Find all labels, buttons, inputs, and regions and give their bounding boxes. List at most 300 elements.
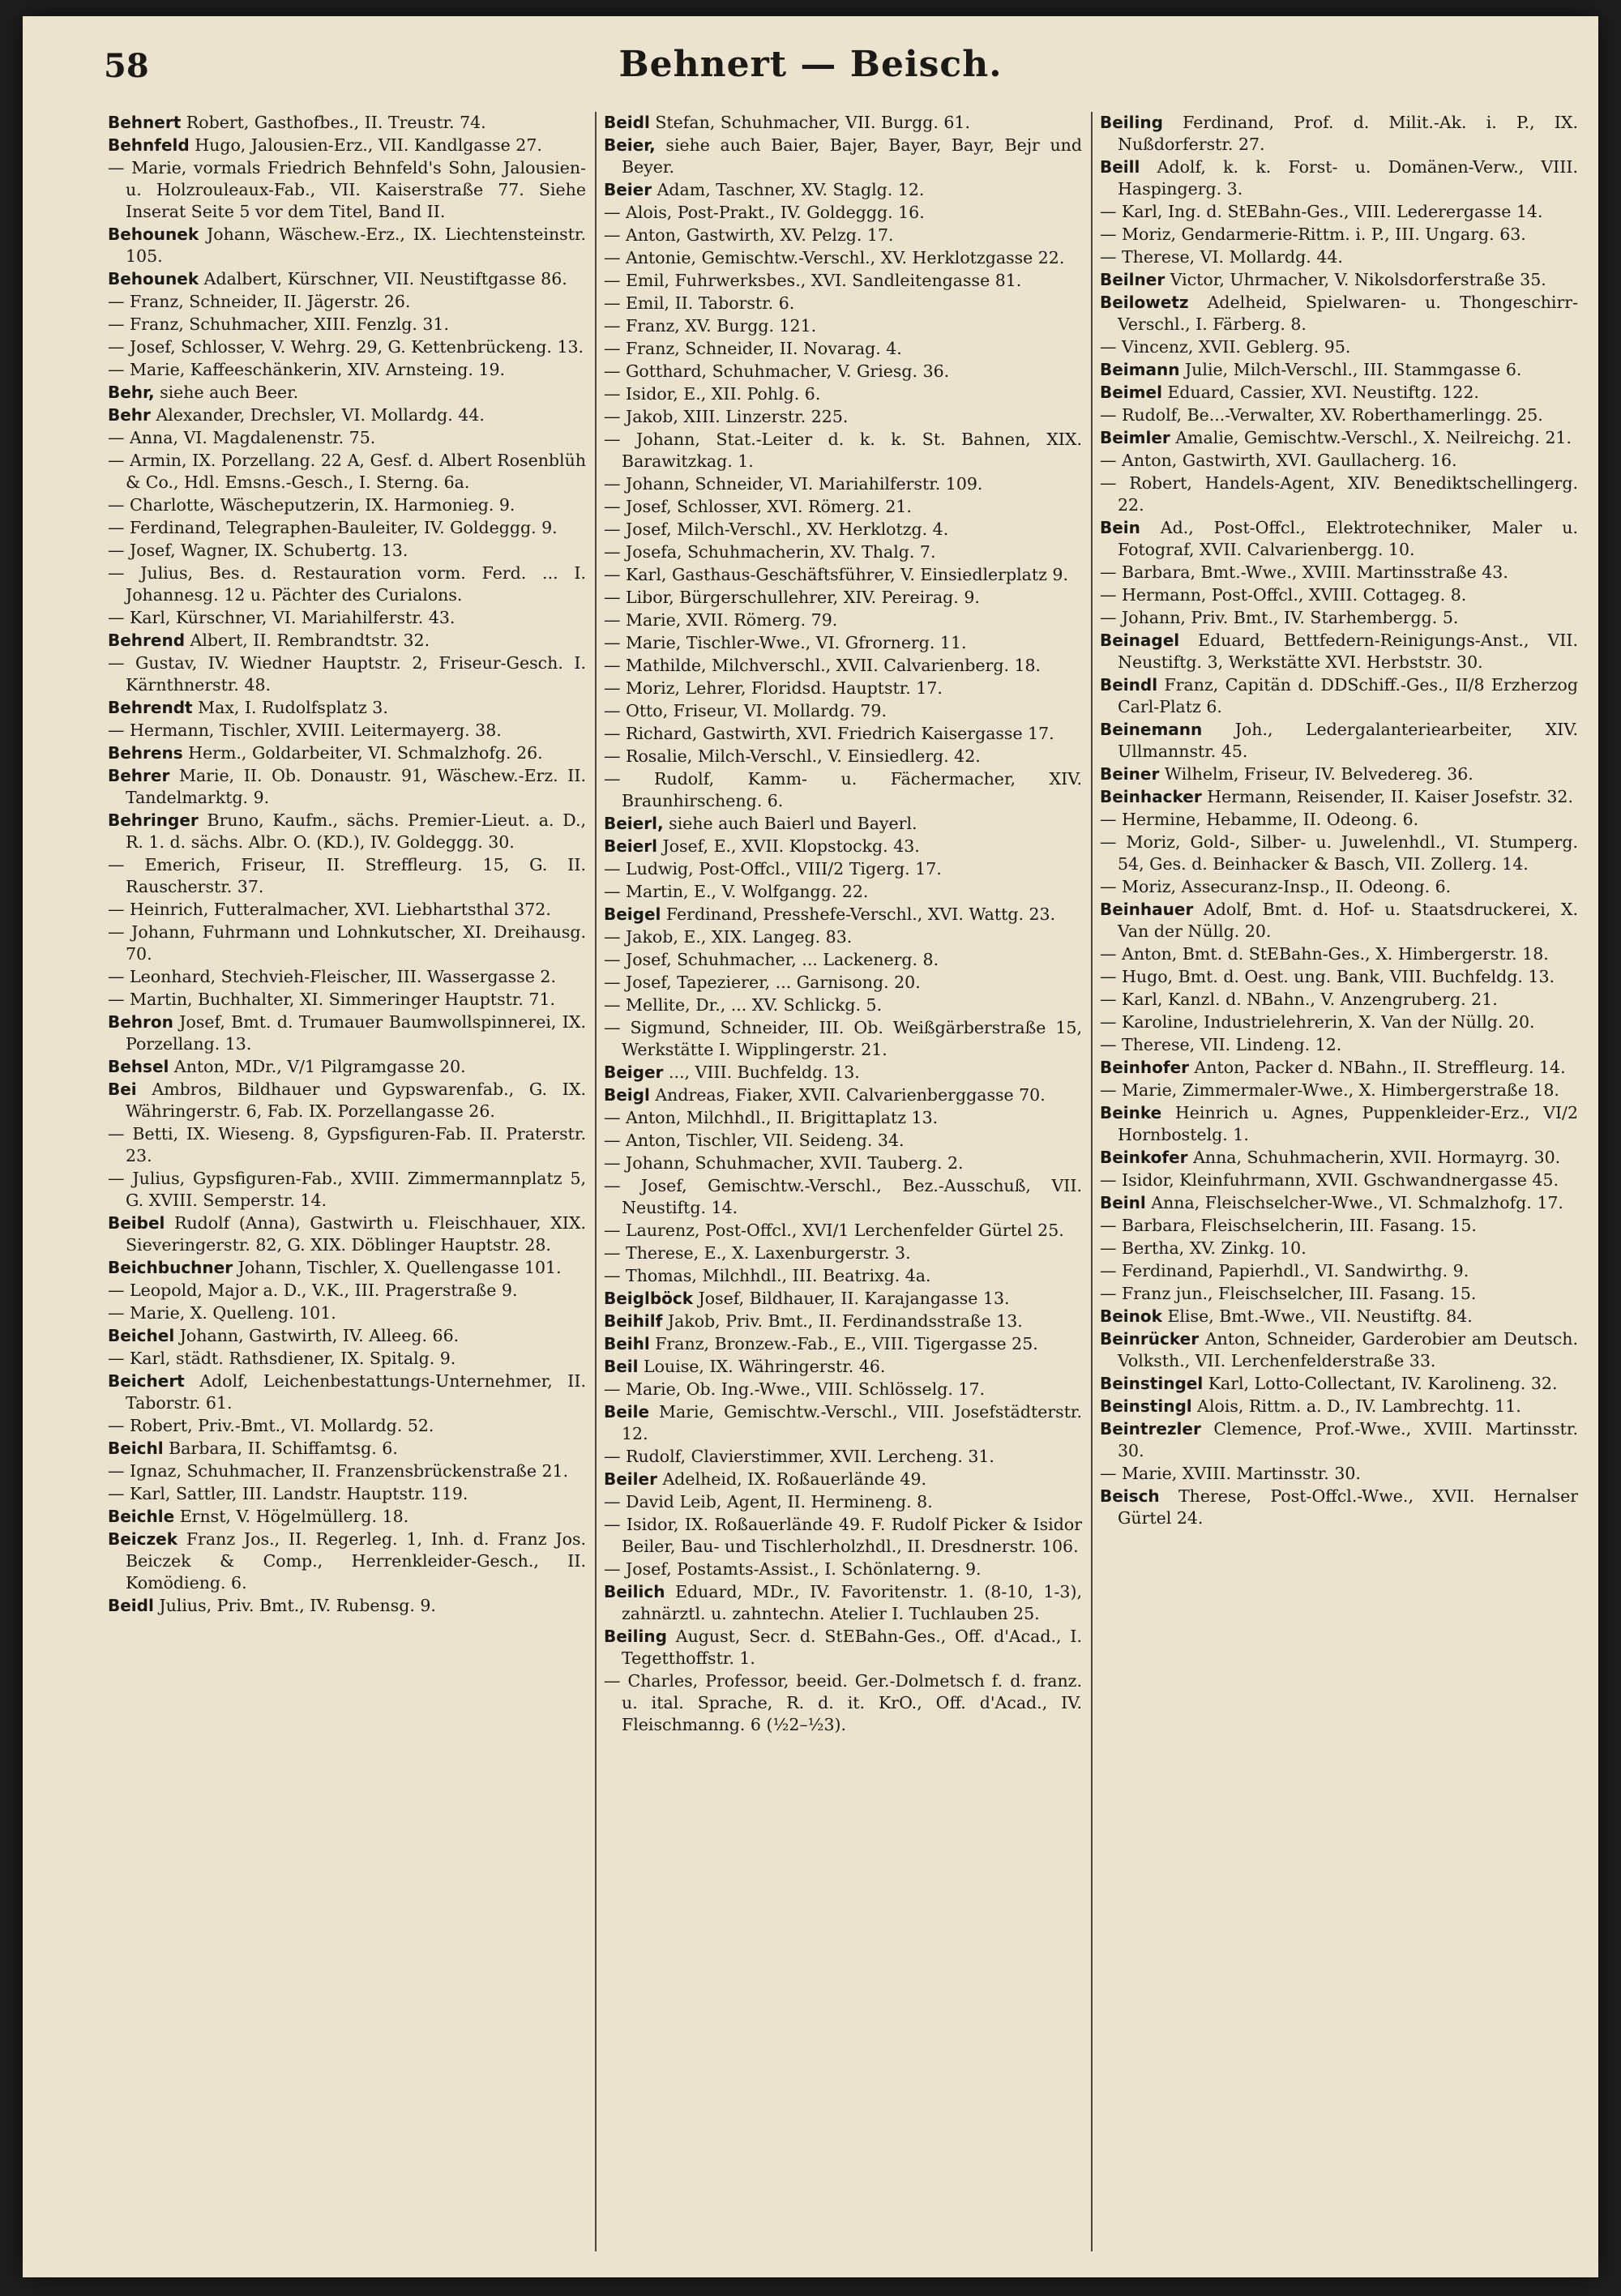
entry-details: Rudolf (Anna), Gastwirth u. Fleischhauer, XIX. Sieveringerstr. 82, G. XIX. Döblinger Hauptstr. 28.	[126, 1213, 586, 1255]
column-3	[1100, 112, 1578, 2260]
entry-details: siehe auch Baierl und Bayerl.	[663, 814, 917, 833]
entry-details: Andreas, Fiaker, XVII. Calvarienberggasse 70.	[649, 1085, 1046, 1105]
entry-surname: Beimann	[1100, 360, 1180, 379]
entry-details: Karl, Lotto-Collectant, IV. Karolineng. 32.	[1203, 1374, 1558, 1393]
directory-entry	[108, 268, 586, 290]
directory-entry	[1100, 989, 1578, 1011]
entry-surname: Beiling	[604, 1627, 667, 1646]
directory-entry	[604, 994, 1082, 1016]
entry-details: — Leopold, Major a. D., V.K., III. Pragerstraße 9.	[108, 1281, 518, 1300]
directory-entry	[1100, 359, 1578, 381]
directory-entry	[108, 291, 586, 313]
entry-details: — Libor, Bürgerschullehrer, XIV. Pereirag. 9.	[604, 588, 980, 607]
entry-surname: Beinke	[1100, 1103, 1162, 1122]
entry-surname: Beier	[604, 180, 652, 199]
directory-entry	[1100, 719, 1578, 763]
entry-details: Ferdinand, Prof. d. Milit.-Ak. i. P., IX. Nußdorferstr. 27.	[1118, 113, 1578, 154]
directory-entry	[1100, 786, 1578, 808]
entry-details: — Gustav, IV. Wiedner Hauptstr. 2, Friseur-Gesch. I. Kärnthnerstr. 48.	[108, 653, 586, 695]
entry-details: — Rudolf, Clavierstimmer, XVII. Lercheng. 31.	[604, 1447, 994, 1466]
directory-entry	[604, 655, 1082, 677]
entry-details: — Betti, IX. Wieseng. 8, Gypsfiguren-Fab. II. Praterstr. 23.	[108, 1124, 586, 1165]
directory-entry	[1100, 156, 1578, 200]
directory-entry	[108, 1595, 586, 1617]
entry-surname: Beilner	[1100, 270, 1165, 289]
entry-details: — Josef, Schuhmacher, ... Lackenerg. 8.	[604, 950, 939, 969]
directory-entry	[604, 1242, 1082, 1264]
entry-surname: Behr	[108, 405, 151, 425]
directory-entry	[604, 1175, 1082, 1219]
entry-surname: Beichl	[108, 1439, 164, 1458]
directory-entry	[108, 359, 586, 381]
entry-details: — Franz jun., Fleischselcher, III. Fasang. 15.	[1100, 1284, 1477, 1303]
directory-entry	[1100, 404, 1578, 426]
directory-entry	[1100, 809, 1578, 831]
directory-entry	[108, 630, 586, 652]
entry-details: — Martin, E., V. Wolfgangg. 22.	[604, 882, 869, 901]
directory-entry	[604, 1491, 1082, 1513]
entry-details: Josef, Bmt. d. Trumauer Baumwollspinnerei, IX. Porzellang. 13.	[126, 1012, 586, 1054]
entry-surname: Beierl	[604, 836, 657, 856]
directory-entry	[604, 202, 1082, 224]
entry-details: — Karl, Ing. d. StEBahn-Ges., VIII. Lederergasse 14.	[1100, 202, 1543, 221]
entry-details: — Johann, Fuhrmann und Lohnkutscher, XI. Dreihausg. 70.	[108, 922, 586, 964]
directory-entry	[1100, 224, 1578, 246]
directory-entry	[604, 541, 1082, 563]
directory-entry	[1100, 1373, 1578, 1395]
directory-entry	[604, 609, 1082, 631]
entry-details: — Marie, XVIII. Martinsstr. 30.	[1100, 1464, 1361, 1483]
entry-surname: Beichel	[108, 1326, 175, 1345]
directory-entry	[108, 1370, 586, 1414]
entry-surname: Beindl	[1100, 675, 1158, 695]
entry-details: — Moriz, Assecuranz-Insp., II. Odeong. 6.	[1100, 877, 1452, 896]
directory-entry	[1100, 336, 1578, 358]
entry-details: Josef, Bildhauer, II. Karajangasse 13.	[693, 1289, 1010, 1308]
entry-details: — Karl, Kanzl. d. NBahn., V. Anzengruberg. 21.	[1100, 990, 1498, 1009]
entry-details: Elise, Bmt.-Wwe., VII. Neustiftg. 84.	[1161, 1306, 1473, 1326]
entry-details: Amalie, Gemischtw.-Verschl., X. Neilreichg. 21.	[1170, 428, 1572, 447]
entry-details: — Josefa, Schuhmacherin, XV. Thalg. 7.	[604, 542, 936, 562]
directory-entry	[604, 112, 1082, 134]
entry-details: siehe auch Baier, Bajer, Bayer, Bayr, Bejr und Beyer.	[622, 135, 1082, 177]
directory-entry	[1100, 832, 1578, 875]
entry-details: Herm., Goldarbeiter, VI. Schmalzhofg. 26.	[182, 743, 543, 763]
entry-details: Adelheid, IX. Roßauerlände 49.	[657, 1469, 927, 1489]
entry-details: — Franz, XV. Burgg. 121.	[604, 316, 817, 336]
entry-details: — Mellite, Dr., ... XV. Schlickg. 5.	[604, 995, 883, 1015]
entry-details: Johann, Wäschew.-Erz., IX. Liechtensteinstr. 105.	[126, 224, 586, 266]
entry-surname: Bein	[1100, 518, 1140, 537]
directory-entry	[604, 1288, 1082, 1310]
directory-entry	[108, 494, 586, 516]
entry-details: — Robert, Handels-Agent, XIV. Benediktschellingerg. 22.	[1100, 473, 1578, 515]
entry-surname: Bei	[108, 1080, 137, 1099]
directory-entry	[604, 361, 1082, 383]
directory-entry	[108, 854, 586, 898]
directory-entry	[604, 678, 1082, 699]
directory-entry	[604, 746, 1082, 767]
directory-page	[23, 16, 1598, 2277]
entry-details: — Julius, Bes. d. Restauration vorm. Ferd. ... I. Johannesg. 12 u. Pächter des Curialons.	[108, 563, 586, 605]
entry-details: siehe auch Beer.	[154, 383, 299, 402]
directory-entry	[604, 904, 1082, 926]
directory-entry	[604, 926, 1082, 948]
directory-entry	[108, 652, 586, 696]
entry-details: Eduard, MDr., IV. Favoritenstr. 1. (8-10, 1-3), zahnärztl. u. zahntechn. Atelier I. Tuchlauben 25.	[622, 1582, 1082, 1623]
directory-entry	[1100, 763, 1578, 785]
entry-details: — Anton, Gastwirth, XVI. Gaullacherg. 16.	[1100, 451, 1457, 470]
entry-surname: Beichle	[108, 1507, 175, 1526]
directory-entry	[604, 406, 1082, 428]
entry-details: — Moriz, Lehrer, Floridsd. Hauptstr. 17.	[604, 678, 943, 698]
directory-entry	[1100, 1147, 1578, 1169]
directory-entry	[1100, 1283, 1578, 1305]
entry-surname: Beinhofer	[1100, 1058, 1190, 1077]
directory-entry	[604, 632, 1082, 654]
entry-details: — Isidor, E., XII. Pohlg. 6.	[604, 384, 821, 404]
entry-surname: Beiner	[1100, 764, 1160, 784]
entry-surname: Beilich	[604, 1582, 665, 1601]
entry-surname: Beisch	[1100, 1486, 1160, 1506]
entry-details: Heinrich u. Agnes, Puppenkleider-Erz., VI/2 Hornbostelg. 1.	[1118, 1103, 1578, 1144]
directory-entry	[604, 1379, 1082, 1400]
directory-entry	[604, 1670, 1082, 1736]
entry-surname: Beilowetz	[1100, 293, 1189, 312]
directory-entry	[604, 1152, 1082, 1174]
entry-surname: Behrer	[108, 766, 170, 785]
entry-details: — Johann, Schuhmacher, XVII. Tauberg. 2.	[604, 1153, 964, 1173]
entry-details: — Bertha, XV. Zinkg. 10.	[1100, 1238, 1307, 1258]
entry-details: — Josef, Postamts-Assist., I. Schönlaterng. 9.	[604, 1559, 982, 1579]
entry-details: Anna, Fleischselcher-Wwe., VI. Schmalzhofg. 17.	[1145, 1193, 1563, 1212]
entry-details: ..., VIII. Buchfeldg. 13.	[663, 1062, 860, 1082]
entry-surname: Beile	[604, 1402, 650, 1422]
directory-entry	[604, 247, 1082, 269]
directory-entry	[108, 1280, 586, 1302]
directory-entry	[1100, 427, 1578, 449]
entry-details: — Alois, Post-Prakt., IV. Goldeggg. 16.	[604, 203, 925, 222]
entry-surname: Beier,	[604, 135, 656, 155]
directory-entry	[108, 1348, 586, 1370]
column-1	[108, 112, 586, 2260]
entry-details: — Gotthard, Schuhmacher, V. Griesg. 36.	[604, 361, 950, 381]
directory-entry	[1100, 292, 1578, 336]
directory-entry	[1100, 899, 1578, 943]
entry-details: August, Secr. d. StEBahn-Ges., Off. d'Acad., I. Tegetthoffstr. 1.	[622, 1627, 1082, 1668]
entry-details: — Hermine, Hebamme, II. Odeong. 6.	[1100, 810, 1419, 829]
directory-entry	[108, 1460, 586, 1482]
directory-entry	[1100, 201, 1578, 223]
directory-entry	[604, 813, 1082, 835]
page-number: 58	[104, 47, 149, 85]
directory-entry	[604, 1084, 1082, 1106]
directory-entry	[604, 1626, 1082, 1670]
entry-details: — Marie, Ob. Ing.-Wwe., VIII. Schlösselg. 17.	[604, 1379, 985, 1399]
entry-details: Anton, Schneider, Garderobier am Deutsch. Volksth., VII. Lerchenfelderstraße 33.	[1118, 1329, 1578, 1370]
directory-entry	[1100, 450, 1578, 472]
entry-surname: Beinemann	[1100, 720, 1203, 739]
directory-entry	[108, 1325, 586, 1347]
directory-entry	[1100, 382, 1578, 404]
entry-details: Ferdinand, Presshefe-Verschl., XVI. Wattg. 23.	[661, 904, 1056, 924]
entry-surname: Beidl	[108, 1596, 154, 1615]
directory-entry	[108, 157, 586, 223]
entry-details: Eduard, Cassier, XVI. Neustiftg. 122.	[1161, 383, 1479, 402]
entry-details: Hermann, Reisender, II. Kaiser Josefstr. 32.	[1201, 787, 1573, 806]
directory-entry	[108, 1056, 586, 1078]
entry-surname: Beintrezler	[1100, 1419, 1201, 1439]
entry-details: — Marie, Tischler-Wwe., VI. Gfrornerg. 11.	[604, 633, 967, 652]
entry-details: Franz, Bronzew.-Fab., E., VIII. Tigergasse 25.	[649, 1334, 1038, 1353]
column-divider	[595, 112, 597, 2251]
directory-entry	[108, 135, 586, 156]
directory-entry	[108, 765, 586, 809]
entry-details: Max, I. Rudolfsplatz 3.	[192, 698, 388, 717]
entry-details: Adolf, Bmt. d. Hof- u. Staatsdruckerei, X. Van der Nüllg. 20.	[1118, 900, 1578, 941]
entry-details: — Armin, IX. Porzellang. 22 A, Gesf. d. Albert Rosenblüh & Co., Hdl. Emsns.-Gesch., I. Sterng. 6a.	[108, 451, 586, 492]
directory-entry	[108, 607, 586, 629]
entry-details: — Anton, Gastwirth, XV. Pelzg. 17.	[604, 225, 894, 245]
directory-entry	[1100, 112, 1578, 156]
directory-entry	[1100, 269, 1578, 291]
directory-entry	[604, 587, 1082, 609]
entry-details: — Heinrich, Futteralmacher, XVI. Liebhartsthal 372.	[108, 900, 551, 919]
entry-details: — Laurenz, Post-Offcl., XVI/1 Lerchenfelder Gürtel 25.	[604, 1221, 1064, 1240]
directory-entry	[108, 540, 586, 562]
directory-entry	[1100, 966, 1578, 988]
directory-entry	[1100, 1034, 1578, 1056]
entry-details: Ernst, V. Högelmüllerg. 18.	[174, 1507, 409, 1526]
entry-details: Johann, Gastwirth, IV. Alleeg. 66.	[174, 1326, 460, 1345]
entry-details: — Marie, XVII. Römerg. 79.	[604, 610, 838, 630]
entry-surname: Beinstingel	[1100, 1374, 1204, 1393]
entry-details: — Marie, Kaffeeschänkerin, XIV. Arnsteing. 19.	[108, 360, 506, 379]
directory-entry	[1100, 607, 1578, 629]
directory-entry	[1100, 1418, 1578, 1462]
entry-details: — Josef, Gemischtw.-Verschl., Bez.-Ausschuß, VII. Neustiftg. 14.	[604, 1176, 1082, 1217]
directory-entry	[1100, 1215, 1578, 1237]
entry-surname: Beiler	[604, 1469, 657, 1489]
directory-entry	[108, 1011, 586, 1055]
entry-details: Adalbert, Kürschner, VII. Neustiftgasse 86.	[199, 269, 567, 289]
directory-entry	[108, 517, 586, 539]
entry-details: — Josef, Wagner, IX. Schubertg. 13.	[108, 541, 408, 560]
entry-details: — Richard, Gastwirth, XVI. Friedrich Kaisergasse 17.	[604, 724, 1054, 743]
directory-entry	[604, 1356, 1082, 1378]
entry-details: Jakob, Priv. Bmt., II. Ferdinandsstraße 13.	[662, 1311, 1023, 1331]
directory-entry	[108, 382, 586, 404]
directory-entry	[604, 429, 1082, 472]
entry-details: Marie, II. Ob. Donaustr. 91, Wäschew.-Erz. II. Tandelmarktg. 9.	[126, 766, 586, 807]
entry-details: — Jakob, E., XIX. Langeg. 83.	[604, 927, 853, 947]
entry-details: — Vincenz, XVII. Geblerg. 95.	[1100, 337, 1351, 357]
entry-details: — Emerich, Friseur, II. Streffleurg. 15, G. II. Rauscherstr. 37.	[108, 855, 586, 896]
directory-entry	[604, 1107, 1082, 1129]
entry-details: — Thomas, Milchhdl., III. Beatrixg. 4a.	[604, 1266, 931, 1285]
directory-entry	[604, 1514, 1082, 1558]
directory-entry	[604, 768, 1082, 812]
entry-surname: Beichert	[108, 1371, 185, 1391]
entry-details: — Rudolf, Kamm- u. Fächermacher, XIV. Braunhirscheng. 6.	[604, 769, 1082, 810]
directory-entry	[1100, 1328, 1578, 1372]
entry-details: — Josef, Schlosser, V. Wehrg. 29, G. Kettenbrückeng. 13.	[108, 337, 584, 357]
directory-entry	[604, 1333, 1082, 1355]
directory-entry	[604, 1310, 1082, 1332]
entry-details: Therese, Post-Offcl.-Wwe., XVII. Hernalser Gürtel 24.	[1118, 1486, 1578, 1528]
directory-entry	[604, 383, 1082, 405]
directory-entry	[1100, 1011, 1578, 1033]
entry-surname: Behron	[108, 1012, 173, 1032]
entry-details: Louise, IX. Währingerstr. 46.	[638, 1357, 886, 1376]
entry-surname: Beihilf	[604, 1311, 663, 1331]
entry-details: Adelheid, Spielwaren- u. Thongeschirr-Verschl., I. Färberg. 8.	[1118, 293, 1578, 334]
directory-entry	[604, 1130, 1082, 1152]
directory-entry	[1100, 562, 1578, 584]
directory-entry	[604, 972, 1082, 994]
entry-surname: Behnert	[108, 113, 182, 132]
entry-details: Clemence, Prof.-Wwe., XVIII. Martinsstr. 30.	[1118, 1419, 1578, 1460]
entry-surname: Beigl	[604, 1085, 650, 1105]
entry-surname: Behringer	[108, 810, 199, 830]
directory-entry	[1100, 1486, 1578, 1529]
directory-entry	[108, 720, 586, 742]
entry-details: — Martin, Buchhalter, XI. Simmeringer Hauptstr. 71.	[108, 990, 556, 1009]
directory-entry	[604, 1469, 1082, 1490]
entry-details: Johann, Tischler, X. Quellengasse 101.	[233, 1258, 562, 1277]
entry-surname: Beinhacker	[1100, 787, 1202, 806]
directory-entry	[108, 697, 586, 719]
directory-entry	[1100, 1102, 1578, 1146]
entry-details: — Karoline, Industrielehrerin, X. Van der Nüllg. 20.	[1100, 1012, 1535, 1032]
directory-entry	[108, 112, 586, 134]
entry-surname: Behrend	[108, 631, 186, 650]
entry-surname: Beiling	[1100, 113, 1163, 132]
directory-entry	[1100, 1306, 1578, 1328]
directory-entry	[1100, 1169, 1578, 1191]
directory-entry	[108, 966, 586, 988]
directory-entry	[604, 836, 1082, 857]
directory-entry	[108, 1302, 586, 1324]
entry-details: Eduard, Bettfedern-Reinigungs-Anst., VII. Neustiftg. 3, Werkstätte XVI. Herbststr. 30.	[1118, 631, 1578, 672]
column-divider	[1091, 112, 1093, 2251]
directory-entry	[1100, 1192, 1578, 1214]
entry-surname: Beihl	[604, 1334, 650, 1353]
directory-entry	[108, 450, 586, 494]
entry-surname: Beiglböck	[604, 1289, 694, 1308]
directory-entry	[1100, 1463, 1578, 1485]
directory-entry	[1100, 630, 1578, 673]
entry-surname: Beinhauer	[1100, 900, 1194, 919]
entry-details: — Josef, Schlosser, XVI. Römerg. 21.	[604, 497, 912, 516]
entry-surname: Beidl	[604, 113, 650, 132]
entry-details: Alexander, Drechsler, VI. Mollardg. 44.	[150, 405, 485, 425]
entry-details: Adolf, k. k. Forst- u. Domänen-Verw., VIII. Haspingerg. 3.	[1118, 157, 1578, 199]
entry-details: — Therese, E., X. Laxenburgerstr. 3.	[604, 1243, 911, 1263]
entry-surname: Beill	[1100, 157, 1140, 177]
entry-surname: Beimel	[1100, 383, 1162, 402]
entry-details: — Rosalie, Milch-Verschl., V. Einsiedlerg. 42.	[604, 746, 981, 766]
entry-details: Julius, Priv. Bmt., IV. Rubensg. 9.	[153, 1596, 436, 1615]
entry-details: — Anton, Bmt. d. StEBahn-Ges., X. Himbergerstr. 18.	[1100, 944, 1549, 964]
entry-details: — Karl, Sattler, III. Landstr. Hauptstr. 119.	[108, 1484, 468, 1503]
entry-details: — Ferdinand, Papierhdl., VI. Sandwirthg. 9.	[1100, 1261, 1469, 1281]
directory-entry	[108, 427, 586, 449]
entry-surname: Behnfeld	[108, 135, 190, 155]
directory-columns	[108, 112, 1583, 2260]
entry-surname: Beil	[604, 1357, 639, 1376]
entry-details: Anton, MDr., V/1 Pilgramgasse 20.	[169, 1057, 466, 1076]
directory-entry	[604, 1446, 1082, 1468]
entry-details: — Moriz, Gendarmerie-Rittm. i. P., III. Ungarg. 63.	[1100, 224, 1526, 244]
entry-details: — Franz, Schuhmacher, XIII. Fenzlg. 31.	[108, 314, 449, 334]
entry-details: — Therese, VII. Lindeng. 12.	[1100, 1035, 1342, 1054]
entry-details: — Moriz, Gold-, Silber- u. Juwelenhdl., VI. Stumperg. 54, Ges. d. Beinhacker & Basch, VII. Zollerg. 14.	[1100, 832, 1578, 874]
directory-entry	[604, 1558, 1082, 1580]
directory-entry	[108, 810, 586, 853]
directory-entry	[108, 224, 586, 267]
directory-entry	[1100, 943, 1578, 965]
directory-entry	[604, 519, 1082, 541]
directory-entry	[604, 315, 1082, 337]
entry-details: Josef, E., XVII. Klopstockg. 43.	[657, 836, 920, 856]
directory-entry	[1100, 1238, 1578, 1259]
directory-entry	[108, 1168, 586, 1212]
entry-details: Wilhelm, Friseur, IV. Belvedereg. 36.	[1159, 764, 1473, 784]
entry-details: — Sigmund, Schneider, III. Ob. Weißgärberstraße 15, Werkstätte I. Wipplingerstr. 21.	[604, 1018, 1082, 1059]
directory-entry	[108, 1529, 586, 1594]
running-head: Behnert — Beisch.	[618, 44, 1003, 85]
entry-details: Ambros, Bildhauer und Gypswarenfab., G. IX. Währingerstr. 6, Fab. IX. Porzellangasse 26.	[126, 1080, 586, 1121]
directory-entry	[1100, 584, 1578, 606]
entry-details: Hugo, Jalousien-Erz., VII. Kandlgasse 27.	[189, 135, 542, 155]
entry-details: — Marie, Zimmermaler-Wwe., X. Himbergerstraße 18.	[1100, 1080, 1559, 1100]
directory-entry	[604, 1220, 1082, 1242]
entry-details: — Marie, X. Quelleng. 101.	[108, 1303, 336, 1323]
directory-entry	[108, 1212, 586, 1256]
entry-details: Bruno, Kaufm., sächs. Premier-Lieut. a. D., R. 1. d. sächs. Albr. O. (KD.), IV. Goldeggg. 30.	[126, 810, 586, 852]
entry-surname: Beibel	[108, 1213, 165, 1233]
entry-details: — Ludwig, Post-Offcl., VIII/2 Tigerg. 17.	[604, 859, 942, 879]
entry-details: Julie, Milch-Verschl., III. Stammgasse 6.	[1179, 360, 1522, 379]
directory-entry	[108, 1079, 586, 1122]
entry-details: — Karl, Gasthaus-Geschäftsführer, V. Einsiedlerplatz 9.	[604, 565, 1068, 584]
entry-details: — Emil, II. Taborstr. 6.	[604, 293, 795, 313]
directory-entry	[604, 338, 1082, 360]
entry-surname: Beimler	[1100, 428, 1170, 447]
directory-entry	[108, 921, 586, 965]
entry-details: — Isidor, Kleinfuhrmann, XVII. Gschwandnergasse 45.	[1100, 1170, 1559, 1190]
entry-surname: Behounek	[108, 269, 199, 289]
entry-details: — Julius, Gypsfiguren-Fab., XVIII. Zimmermannplatz 5, G. XVIII. Semperstr. 14.	[108, 1169, 586, 1210]
entry-details: — Barbara, Bmt.-Wwe., XVIII. Martinsstraße 43.	[1100, 562, 1508, 582]
entry-details: Adolf, Leichenbestattungs-Unternehmer, II. Taborstr. 61.	[126, 1371, 586, 1413]
entry-details: — Marie, vormals Friedrich Behnfeld's Sohn, Jalousien- u. Holzrouleaux-Fab., VII. Kaiserstraße 77. Siehe Inserat Seite 5 vor dem Titel, Band II.	[108, 158, 586, 221]
directory-entry	[108, 1506, 586, 1528]
directory-entry	[108, 1438, 586, 1460]
entry-details: Ad., Post-Offcl., Elektrotechniker, Maler u. Fotograf, XVII. Calvarienbergg. 10.	[1118, 518, 1578, 559]
directory-entry	[604, 1265, 1082, 1287]
directory-entry	[604, 881, 1082, 903]
entry-surname: Beinkofer	[1100, 1148, 1188, 1167]
entry-surname: Beierl,	[604, 814, 664, 833]
entry-details: Adam, Taschner, XV. Staglg. 12.	[652, 180, 925, 199]
entry-surname: Beinagel	[1100, 631, 1180, 650]
entry-surname: Beigel	[604, 904, 661, 924]
entry-surname: Behounek	[108, 224, 199, 244]
entry-details: — Karl, Kürschner, VI. Mariahilferstr. 43.	[108, 608, 456, 627]
directory-entry	[1100, 1057, 1578, 1079]
